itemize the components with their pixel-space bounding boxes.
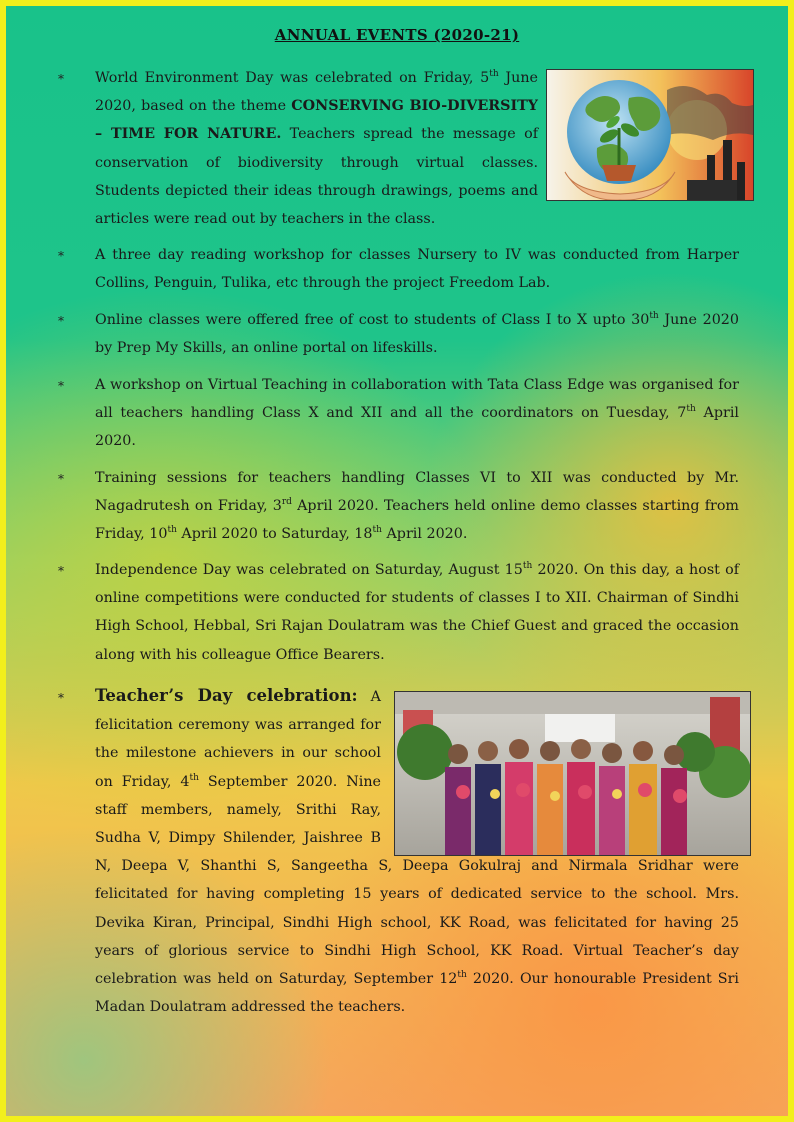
event-independence-day: Independence Day was celebrated on Saturday, August 15th 2020. On this day, a host of online competitions were conducted for students of classes I to XII. Chairman of Sindhi High School, Hebbal, Sri Rajan Doulatram was the Chief Guest and graced the occasion along with his colleague Office Bearers. bbox=[95, 561, 739, 663]
bullet-marker: * bbox=[58, 249, 64, 263]
event-teachers-day-intro: Teacher’s Day celebration: A felicitation ceremony was arranged for the milestone achievers in our school on Friday, 4th September 2020. Nine staff members, namely, Srithi Ray, Sudha V, Dimpy Shilender, Jaishree B N, Deepa V, Shanthi S, Sangeetha S, Deepa Gokulraj and Nirmala Sridhar were felicitated for having completing 15 years of dedicated service to the school. Mrs. Devika Kiran, Principal, Sindhi High school, KK Road, was felicitated for having 25 years of glorious service to Sindhi High School, KK Road. Virtual Teacher’s day celebration was held on Saturday, September 12th 2020. Our honourable President Sri Madan Doulatram addressed the teachers. bbox=[95, 682, 739, 1021]
event-virtual-teaching: A workshop on Virtual Teaching in collaboration with Tata Class Edge was organised for all teachers handling Class X and XII and all the coordinators on Tuesday, 7th April 2020. bbox=[95, 377, 739, 450]
bullet-marker: * bbox=[58, 72, 64, 86]
environment-illustration bbox=[546, 69, 754, 201]
event-online-classes: Online classes were offered free of cost to students of Class I to X upto 30th June 2020 by Prep My Skills, an online portal on lifeskills. bbox=[95, 311, 739, 357]
page-title: ANNUAL EVENTS (2020-21) bbox=[274, 26, 520, 44]
photo-wrap-spacer bbox=[381, 682, 739, 850]
event-environment-day: World Environment Day was celebrated on Friday, 5th June 2020, based on the theme CONSERVING BIO-DIVERSITY – TIME FOR NATURE. Teachers spread the message of conservation of biodiversity through virtual classes. Students depicted their ideas through drawings, poems and articles were read out by teachers in the class. bbox=[95, 69, 538, 228]
earth-plant-icon bbox=[547, 70, 753, 200]
bullet-marker: * bbox=[58, 472, 64, 486]
bullet-marker: * bbox=[58, 691, 64, 705]
bullet-marker: * bbox=[58, 314, 64, 328]
event-training-sessions: Training sessions for teachers handling Classes VI to XII was conducted by Mr. Nagadrutesh on Friday, 3rd April 2020. Teachers held online demo classes starting from Friday, 10th April 2020 to Saturday, 18th April 2020. bbox=[95, 470, 739, 543]
bullet-marker: * bbox=[58, 564, 64, 578]
teachers-day-heading: Teacher’s Day celebration: bbox=[95, 686, 358, 705]
event-reading-workshop: A three day reading workshop for classes Nursery to IV was conducted from Harper Collins, Penguin, Tulika, etc through the project Freedom Lab. bbox=[95, 247, 739, 292]
bullet-marker: * bbox=[58, 379, 64, 393]
